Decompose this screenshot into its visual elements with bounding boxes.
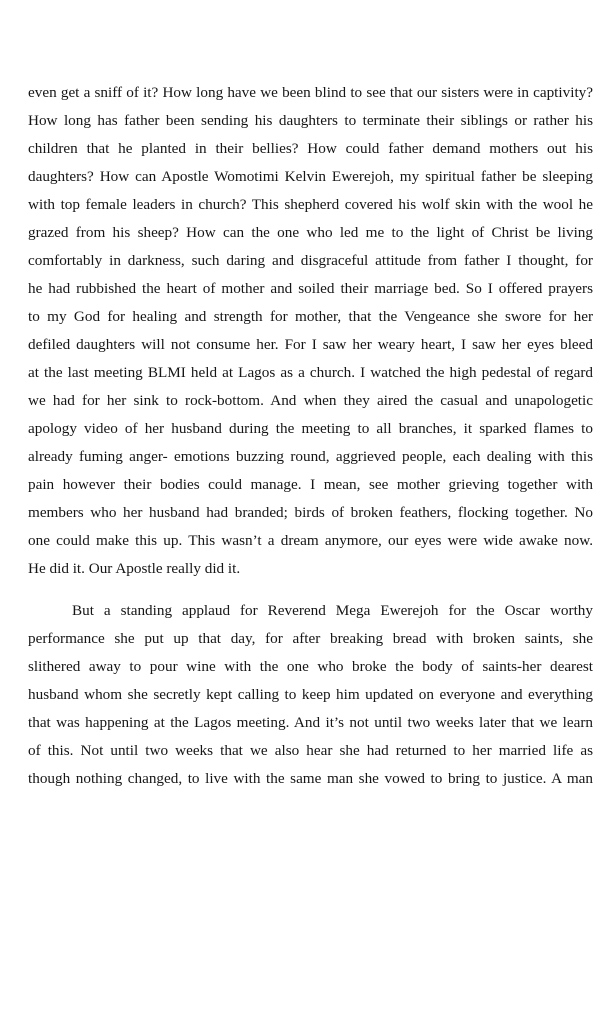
body-text [28, 79, 593, 793]
text-line: though nothing changed, to live with the same man she vowed to bring to justice. A man [28, 770, 593, 787]
text-line: performance she put up that day, for after breaking bread with broken saints, she [28, 630, 593, 647]
text-line: defiled daughters will not consume her. For I saw her weary heart, I saw her eyes bleed [28, 336, 593, 353]
paragraph-gap [28, 583, 593, 597]
text-line: we had for her sink to rock-bottom. And when they aired the casual and unapologetic [28, 392, 593, 409]
text-line: comfortably in darkness, such daring and disgraceful attitude from father I thought, for [28, 252, 593, 269]
text-line: husband whom she secretly kept calling to keep him updated on everyone and everything [28, 686, 593, 703]
text-line: children that he planted in their bellies? How could father demand mothers out his [28, 140, 593, 157]
text-line: to my God for healing and strength for mother, that the Vengeance she swore for her [28, 308, 593, 325]
text-line: he had rubbished the heart of mother and soiled their marriage bed. So I offered prayers [28, 280, 593, 297]
text-line: pain however their bodies could manage. I mean, see mother grieving together with [28, 476, 593, 493]
text-line: even get a sniff of it? How long have we been blind to see that our sisters were in captivity? [28, 84, 593, 101]
text-line: How long has father been sending his daughters to terminate their siblings or rather his [28, 112, 593, 129]
text-line: of this. Not until two weeks that we also hear she had returned to her married life as [28, 742, 593, 759]
text-line: But a standing applaud for Reverend Mega Ewerejoh for the Oscar worthy [72, 602, 593, 619]
text-line: daughters? How can Apostle Womotimi Kelvin Ewerejoh, my spiritual father be sleeping [28, 168, 593, 185]
paragraph-2 [28, 597, 593, 793]
text-line: He did it. Our Apostle really did it. [28, 560, 241, 577]
text-line: already fuming anger- emotions buzzing round, aggrieved people, each dealing with this [28, 448, 593, 465]
paragraph-1 [28, 79, 593, 583]
text-line: slithered away to pour wine with the one who broke the body of saints-her dearest [28, 658, 593, 675]
text-line: one could make this up. This wasn’t a dream anymore, our eyes were wide awake now. [28, 532, 593, 549]
text-line: apology video of her husband during the meeting to all branches, it sparked flames to [28, 420, 593, 437]
text-line: with top female leaders in church? This shepherd covered his wolf skin with the wool he [28, 196, 593, 213]
text-line: members who her husband had branded; birds of broken feathers, flocking together. No [28, 504, 593, 521]
text-line: that was happening at the Lagos meeting. And it’s not until two weeks later that we learn [28, 714, 593, 731]
text-line: at the last meeting BLMI held at Lagos as a church. I watched the high pedestal of regard [28, 364, 593, 381]
text-line: grazed from his sheep? How can the one who led me to the light of Christ be living [28, 224, 593, 241]
